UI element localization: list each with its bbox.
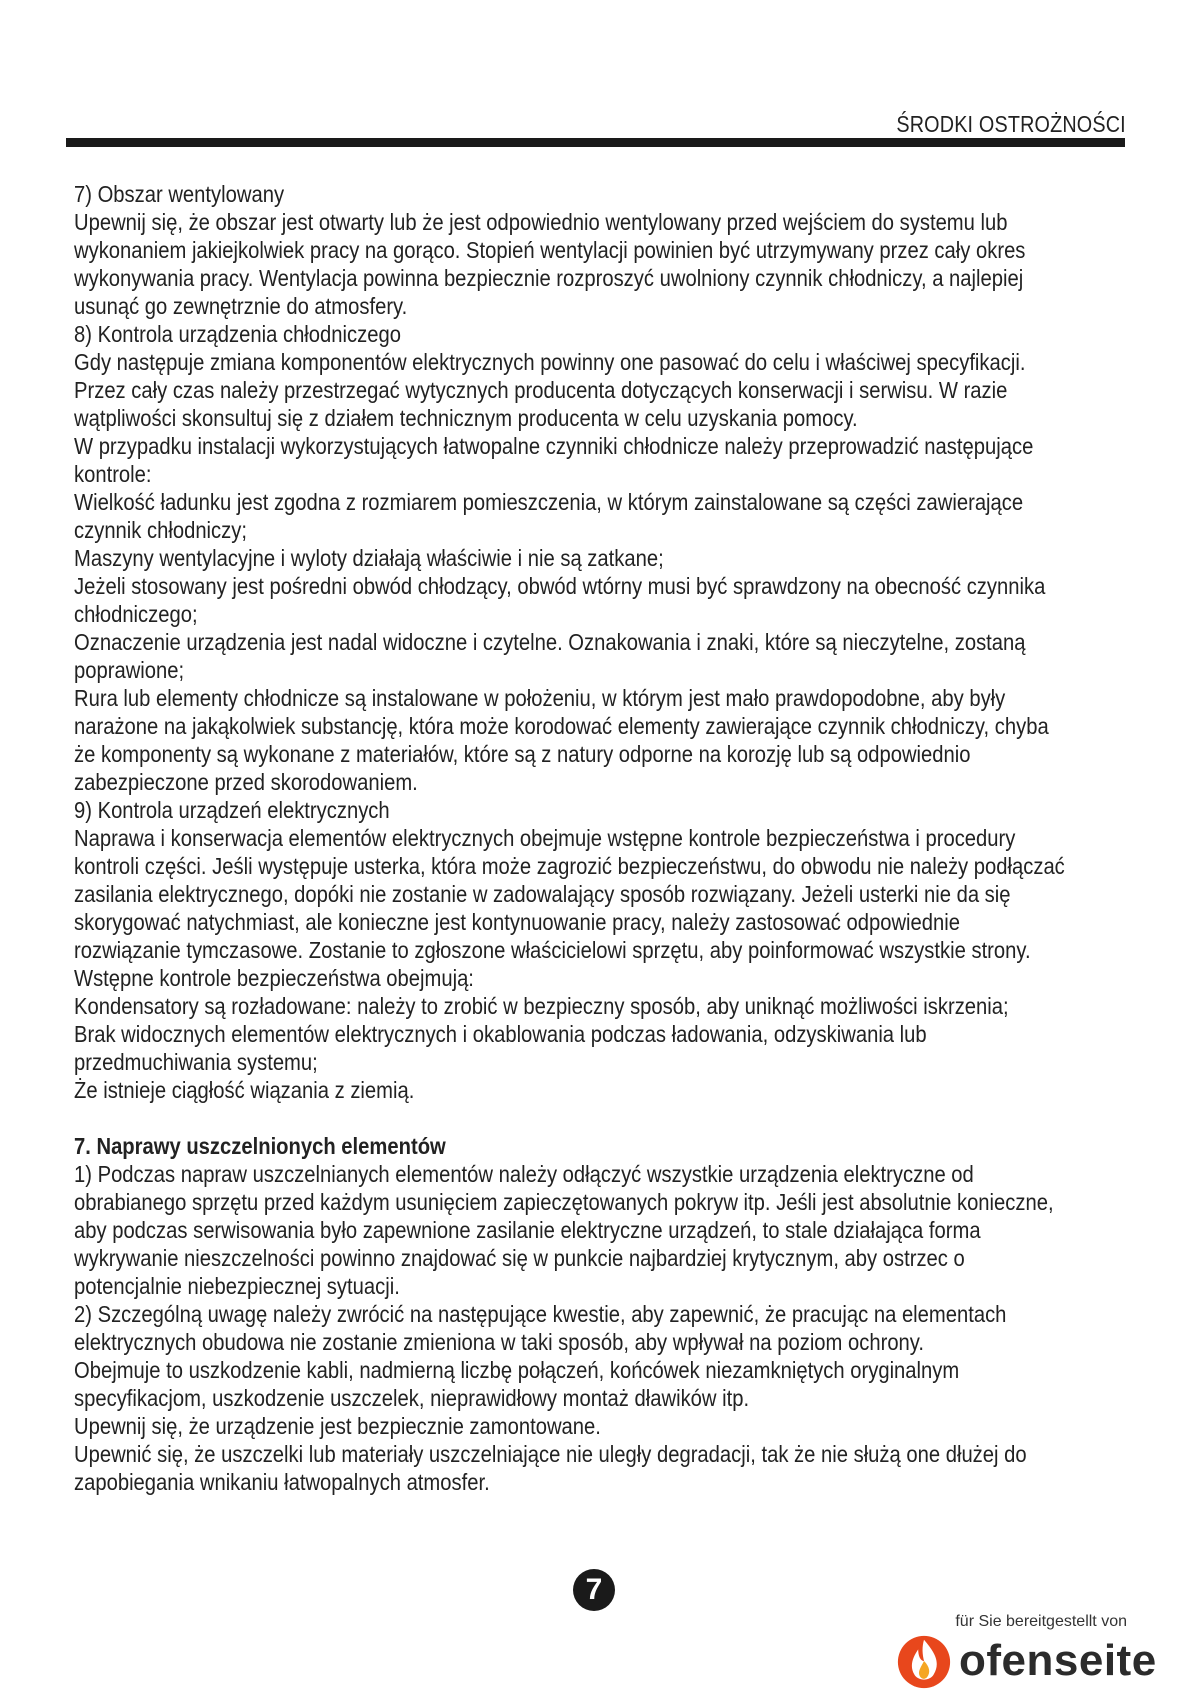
paragraph-line: Upewnić się, że uszczelki lub materiały uszczelniające nie uległy degradacji, tak że nie służą one dłużej do bbox=[74, 1441, 1027, 1467]
paragraph-line: Maszyny wentylacyjne i wyloty działają właściwie i nie są zatkane; bbox=[74, 545, 664, 571]
paragraph-line: elektrycznych obudowa nie zostanie zmieniona w taki sposób, aby wpływał na poziom ochrony. bbox=[74, 1329, 925, 1355]
paragraph-line: narażone na jakąkolwiek substancję, która może korodować elementy zawierające czynnik chłodniczy, chyba bbox=[74, 713, 1049, 739]
paragraph-line: chłodniczego; bbox=[74, 601, 198, 627]
subsection-heading: 7) Obszar wentylowany bbox=[74, 181, 285, 207]
paragraph-line: Oznaczenie urządzenia jest nadal widoczne i czytelne. Oznakowania i znaki, które są nieczytelne, zostaną bbox=[74, 629, 1026, 655]
paragraph-line: Gdy następuje zmiana komponentów elektrycznych powinny one pasować do celu i właściwej specyfikacji. bbox=[74, 349, 1026, 375]
subsection-heading: 9) Kontrola urządzeń elektrycznych bbox=[74, 797, 390, 823]
paragraph-line: poprawione; bbox=[74, 657, 185, 683]
paragraph-line: zasilania elektrycznego, dopóki nie zostanie w zadowalający sposób rozwiązany. Jeżeli usterki nie da się bbox=[74, 881, 1011, 907]
paragraph-line: Wstępne kontrole bezpieczeństwa obejmują: bbox=[74, 965, 474, 991]
paragraph-line: Upewnij się, że urządzenie jest bezpiecznie zamontowane. bbox=[74, 1413, 601, 1439]
brand-name: ofenseite bbox=[959, 1636, 1157, 1685]
header-divider bbox=[66, 138, 1125, 147]
paragraph-line: usunąć go zewnętrznie do atmosfery. bbox=[74, 293, 408, 319]
section-title: 7. Naprawy uszczelnionych elementów bbox=[74, 1133, 446, 1159]
paragraph-line: wykonaniem jakiejkolwiek pracy na gorąco. Stopień wentylacji powinien być utrzymywany przez cały okres bbox=[74, 237, 1026, 263]
paragraph-line: potencjalnie niebezpiecznej sytuacji. bbox=[74, 1273, 400, 1299]
flame-logo-icon bbox=[895, 1632, 953, 1690]
paragraph-line: specyfikacjom, uszkodzenie uszczelek, nieprawidłowy montaż dławików itp. bbox=[74, 1385, 750, 1411]
document-body bbox=[74, 180, 1080, 1496]
paragraph-line: zapobiegania wnikaniu łatwopalnych atmosfer. bbox=[74, 1469, 490, 1495]
paragraph-line: wykrywanie nieszczelności powinno znajdować się w punkcie najbardziej krytycznym, aby ostrzec o bbox=[74, 1245, 965, 1271]
brand-logo[interactable] bbox=[895, 1632, 1157, 1690]
section-spacer bbox=[74, 1104, 1080, 1132]
paragraph-line: Wielkość ładunku jest zgodna z rozmiarem pomieszczenia, w którym zainstalowane są części zawierające bbox=[74, 489, 1024, 515]
page-header-title: ŚRODKI OSTROŻNOŚCI bbox=[896, 111, 1126, 137]
paragraph-line: przedmuchiwania systemu; bbox=[74, 1049, 318, 1075]
paragraph-line: kontroli części. Jeśli występuje usterka, która może zagrozić bezpieczeństwu, do obwodu nie należy podłączać bbox=[74, 853, 1065, 879]
paragraph-line: Że istnieje ciągłość wiązania z ziemią. bbox=[74, 1077, 415, 1103]
paragraph-line: W przypadku instalacji wykorzystujących łatwopalne czynniki chłodnicze należy przeprowadzić następujące bbox=[74, 433, 1034, 459]
paragraph-line: Przez cały czas należy przestrzegać wytycznych producenta dotyczących konserwacji i serwisu. W razie bbox=[74, 377, 1008, 403]
paragraph-line: wątpliwości skonsultuj się z działem technicznym producenta w celu uzyskania pomocy. bbox=[74, 405, 858, 431]
paragraph-line: aby podczas serwisowania było zapewnione zasilanie elektryczne urządzeń, to stale działająca forma bbox=[74, 1217, 981, 1243]
paragraph-line: kontrole: bbox=[74, 461, 152, 487]
paragraph-line: Rura lub elementy chłodnicze są instalowane w położeniu, w którym jest mało prawdopodobne, aby były bbox=[74, 685, 1006, 711]
paragraph-line: skorygować natychmiast, ale konieczne jest kontynuowanie pracy, należy zastosować odpowiednie bbox=[74, 909, 960, 935]
paragraph-line: Naprawa i konserwacja elementów elektrycznych obejmuje wstępne kontrole bezpieczeństwa i procedury bbox=[74, 825, 1016, 851]
paragraph-line: Upewnij się, że obszar jest otwarty lub że jest odpowiednio wentylowany przed wejściem do systemu lub bbox=[74, 209, 1008, 235]
brand-caption: für Sie bereitgestellt von bbox=[955, 1613, 1127, 1630]
paragraph-line: rozwiązanie tymczasowe. Zostanie to zgłoszone właścicielowi sprzętu, aby poinformować wszystkie strony. bbox=[74, 937, 1031, 963]
paragraph-line: Jeżeli stosowany jest pośredni obwód chłodzący, obwód wtórny musi być sprawdzony na obecność czynnika bbox=[74, 573, 1046, 599]
paragraph-line: Brak widocznych elementów elektrycznych i okablowania podczas ładowania, odzyskiwania lub bbox=[74, 1021, 927, 1047]
page-number-badge: 7 bbox=[573, 1569, 615, 1611]
paragraph-line: wykonywania pracy. Wentylacja powinna bezpiecznie rozproszyć uwolniony czynnik chłodniczy, a najlepiej bbox=[74, 265, 1024, 291]
paragraph-line: Obejmuje to uszkodzenie kabli, nadmierną liczbę połączeń, końcówek niezamkniętych oryginalnym bbox=[74, 1357, 960, 1383]
paragraph-line: 2) Szczególną uwagę należy zwrócić na następujące kwestie, aby zapewnić, że pracując na elementach bbox=[74, 1301, 1007, 1327]
paragraph-line: zabezpieczone przed skorodowaniem. bbox=[74, 769, 418, 795]
subsection-heading: 8) Kontrola urządzenia chłodniczego bbox=[74, 321, 401, 347]
paragraph-line: że komponenty są wykonane z materiałów, które są z natury odporne na korozję lub są odpowiednio bbox=[74, 741, 971, 767]
paragraph-line: obrabianego sprzętu przed każdym usunięciem zapieczętowanych pokryw itp. Jeśli jest absolutnie konieczne, bbox=[74, 1189, 1054, 1215]
paragraph-line: czynnik chłodniczy; bbox=[74, 517, 247, 543]
paragraph-line: Kondensatory są rozładowane: należy to zrobić w bezpieczny sposób, aby uniknąć możliwości iskrzenia; bbox=[74, 993, 1009, 1019]
paragraph-line: 1) Podczas napraw uszczelnianych elementów należy odłączyć wszystkie urządzenia elektryczne od bbox=[74, 1161, 974, 1187]
